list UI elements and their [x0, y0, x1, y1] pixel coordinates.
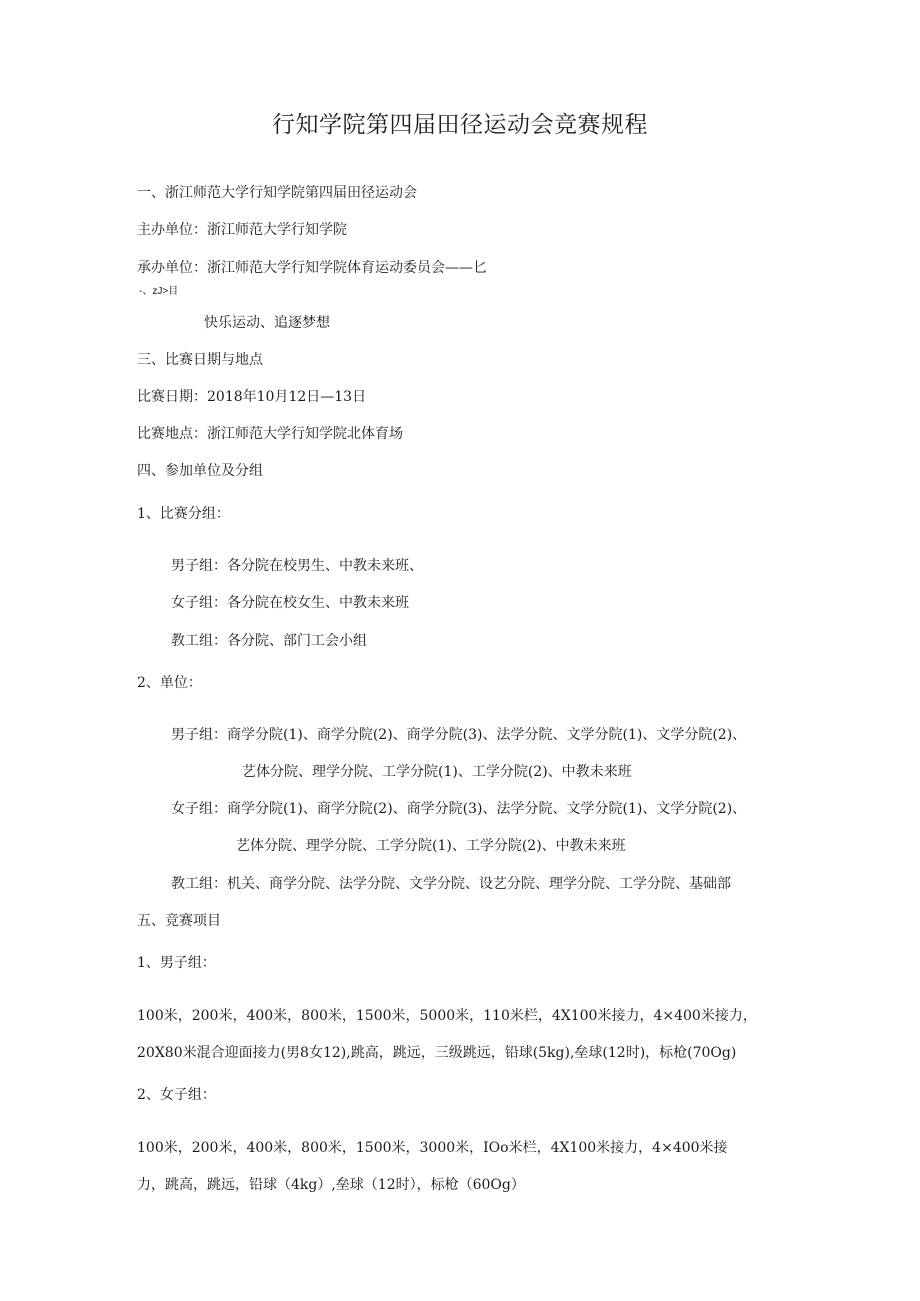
document-title: 行知学院第四届田径运动会竞赛规程: [272, 112, 648, 138]
men-units-line-2: 艺体分院、理学分院、工学分院(1)、工学分院(2)、中教未来班: [242, 764, 632, 780]
staff-group-line: 教工组：各分院、部门工会小组: [171, 633, 367, 649]
date-line: 比赛日期：2018年10月12日—13日: [137, 389, 367, 405]
women-units-line-2: 艺体分院、理学分院、工学分院(1)、工学分院(2)、中教未来班: [236, 838, 626, 854]
grouping-heading: 1、比赛分组：: [137, 506, 230, 522]
section-5-heading: 五、竞赛项目: [137, 913, 221, 929]
section-4-heading: 四、参加单位及分组: [137, 463, 263, 479]
women-events-line-1: 100米，200米，400米，800米，1500米，3000米，IOo米栏，4X100米接力，4×400米接: [137, 1140, 728, 1156]
venue-line: 比赛地点：浙江师范大学行知学院北体育场: [137, 426, 403, 442]
staff-units-line: 教工组：机关、商学分院、法学分院、文学分院、设艺分院、理学分院、工学分院、基础部: [171, 876, 731, 892]
men-events-line-2: 20X80米混合迎面接力(男8女12),跳高，跳远，三级跳远，铅球(5kg),垒球(12时)，标枪(70Og): [137, 1045, 737, 1061]
host-line: 主办单位：浙江师范大学行知学院: [137, 222, 347, 238]
women-events-heading: 2、女子组：: [137, 1087, 216, 1103]
section-1-heading: 一、浙江师范大学行知学院第四届田径运动会: [137, 185, 417, 201]
women-events-line-2: 力，跳高，跳远，铅球（4kg）,垒球（12时），标枪（60Og）: [137, 1177, 525, 1193]
section-3-heading: 三、比赛日期与地点: [137, 352, 263, 368]
garbled-text: -、zJ>目: [139, 286, 179, 297]
slogan-line: 快乐运动、追逐梦想: [204, 315, 330, 331]
units-heading: 2、单位：: [137, 675, 202, 691]
women-units-line-1: 女子组：商学分院(1)、商学分院(2)、商学分院(3)、法学分院、文学分院(1)、文学分院(2)、: [171, 801, 747, 817]
women-group-line: 女子组：各分院在校女生、中教未来班: [171, 595, 409, 611]
men-events-heading: 1、男子组：: [137, 955, 216, 971]
men-group-line: 男子组：各分院在校男生、中教未来班、: [171, 558, 423, 574]
men-events-line-1: 100米，200米，400米，800米，1500米，5000米，110米栏，4X100米接力，4×400米接力，: [137, 1008, 757, 1024]
men-units-line-1: 男子组：商学分院(1)、商学分院(2)、商学分院(3)、法学分院、文学分院(1)、文学分院(2)、: [171, 727, 747, 743]
organizer-line: 承办单位：浙江师范大学行知学院体育运动委员会——匕: [137, 260, 487, 276]
